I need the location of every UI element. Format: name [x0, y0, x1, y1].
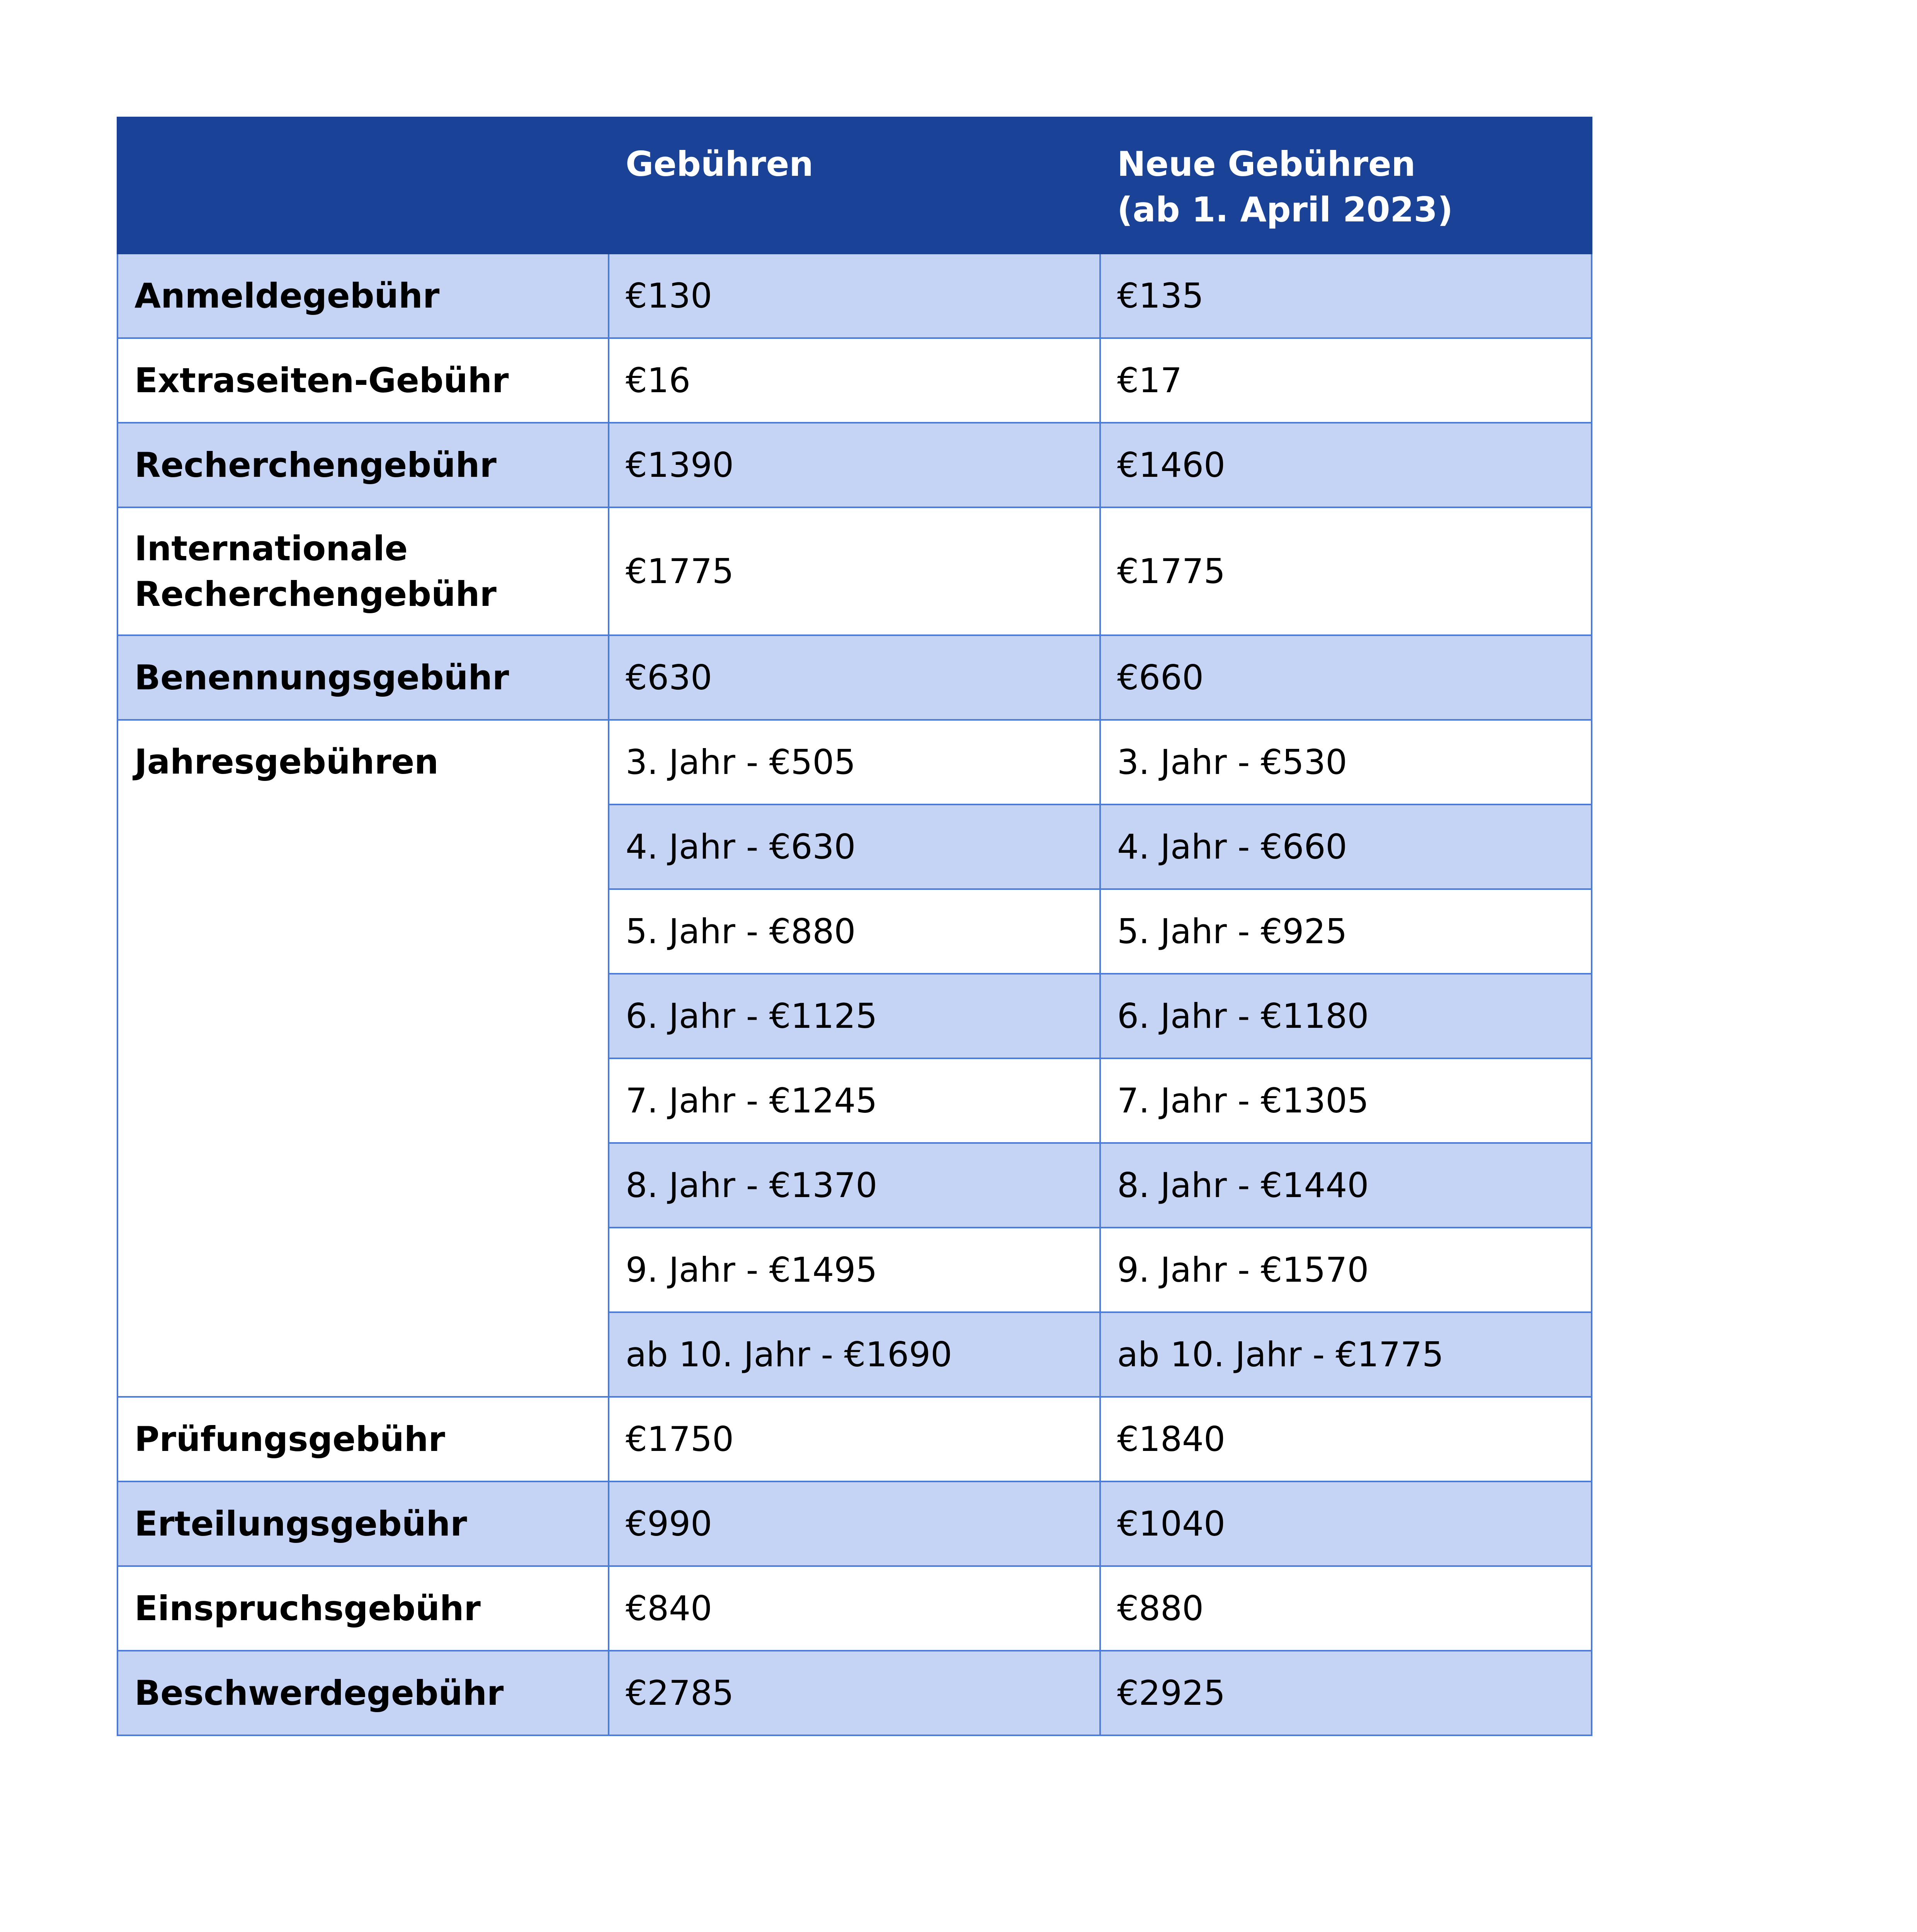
table-header — [117, 117, 1592, 253]
header-fees: Gebühren — [609, 117, 1100, 253]
row-filing-fee — [117, 253, 1592, 338]
old-fee-cell: 5. Jahr - €880 — [609, 889, 1100, 974]
row-label: Extraseiten-Gebühr — [117, 338, 609, 423]
new-fee-cell: 5. Jahr - €925 — [1100, 889, 1592, 974]
old-fee-cell: 7. Jahr - €1245 — [609, 1058, 1100, 1143]
new-fee-cell: €135 — [1100, 253, 1592, 338]
old-fee-cell: 6. Jahr - €1125 — [609, 974, 1100, 1058]
new-fee-cell: 3. Jahr - €530 — [1100, 720, 1592, 804]
row-appeal-fee — [117, 1651, 1592, 1735]
old-fee-cell: €1750 — [609, 1397, 1100, 1481]
header-new-fees-line1: Neue Gebühren — [1117, 144, 1416, 184]
row-label — [117, 507, 609, 635]
row-international-search-fee — [117, 507, 1592, 635]
row-label-line2: Recherchengebühr — [134, 574, 497, 614]
new-fee-cell: ab 10. Jahr - €1775 — [1100, 1312, 1592, 1397]
old-fee-cell: €630 — [609, 635, 1100, 720]
old-fee-cell: 4. Jahr - €630 — [609, 804, 1100, 889]
new-fee-cell: €17 — [1100, 338, 1592, 423]
table-body — [117, 253, 1592, 1735]
row-label: Erteilungsgebühr — [117, 1481, 609, 1566]
new-fee-cell: 7. Jahr - €1305 — [1100, 1058, 1592, 1143]
old-fee-cell: €1775 — [609, 507, 1100, 635]
row-grant-fee — [117, 1481, 1592, 1566]
row-examination-fee — [117, 1397, 1592, 1481]
fee-table — [117, 117, 1592, 1736]
row-label: Prüfungsgebühr — [117, 1397, 609, 1481]
old-fee-cell: 3. Jahr - €505 — [609, 720, 1100, 804]
old-fee-cell: 8. Jahr - €1370 — [609, 1143, 1100, 1228]
old-fee-cell: €990 — [609, 1481, 1100, 1566]
row-label: Recherchengebühr — [117, 423, 609, 507]
row-search-fee — [117, 423, 1592, 507]
header-row — [117, 117, 1592, 253]
row-label: Beschwerdegebühr — [117, 1651, 609, 1735]
old-fee-cell: 9. Jahr - €1495 — [609, 1228, 1100, 1312]
new-fee-cell: €1460 — [1100, 423, 1592, 507]
new-fee-cell: €1775 — [1100, 507, 1592, 635]
row-label: Anmeldegebühr — [117, 253, 609, 338]
old-fee-cell: €16 — [609, 338, 1100, 423]
old-fee-cell: €2785 — [609, 1651, 1100, 1735]
new-fee-cell: €880 — [1100, 1566, 1592, 1651]
row-label: Einspruchsgebühr — [117, 1566, 609, 1651]
new-fee-cell: 8. Jahr - €1440 — [1100, 1143, 1592, 1228]
row-label: Benennungsgebühr — [117, 635, 609, 720]
new-fee-cell: €1840 — [1100, 1397, 1592, 1481]
header-empty-cell — [117, 117, 609, 253]
row-designation-fee — [117, 635, 1592, 720]
header-new-fees-line2: (ab 1. April 2023) — [1117, 190, 1453, 230]
new-fee-cell: €660 — [1100, 635, 1592, 720]
old-fee-cell: ab 10. Jahr - €1690 — [609, 1312, 1100, 1397]
row-extra-pages-fee — [117, 338, 1592, 423]
new-fee-cell: €2925 — [1100, 1651, 1592, 1735]
new-fee-cell: 4. Jahr - €660 — [1100, 804, 1592, 889]
old-fee-cell: €130 — [609, 253, 1100, 338]
row-annual-fee — [117, 720, 1592, 804]
new-fee-cell: 9. Jahr - €1570 — [1100, 1228, 1592, 1312]
new-fee-cell: €1040 — [1100, 1481, 1592, 1566]
new-fee-cell: 6. Jahr - €1180 — [1100, 974, 1592, 1058]
row-opposition-fee — [117, 1566, 1592, 1651]
old-fee-cell: €1390 — [609, 423, 1100, 507]
header-new-fees — [1100, 117, 1592, 253]
row-label-line1: Internationale — [134, 528, 408, 568]
old-fee-cell: €840 — [609, 1566, 1100, 1651]
annual-fees-label: Jahresgebühren — [117, 720, 609, 1397]
